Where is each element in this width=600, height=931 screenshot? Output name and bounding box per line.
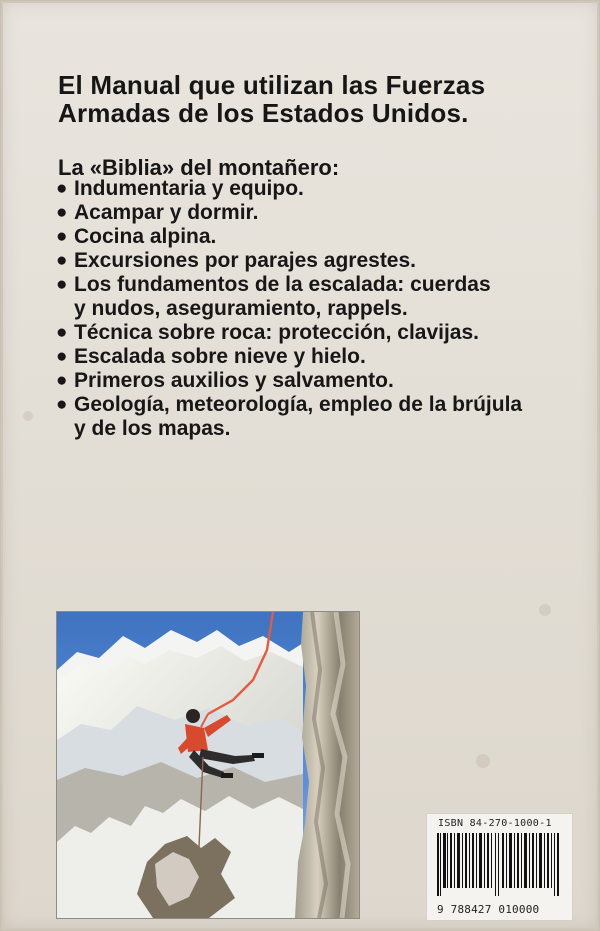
feature-item bbox=[56, 321, 566, 345]
headline-line-1: El Manual que utilizan las Fuerzas bbox=[58, 70, 486, 100]
feature-item bbox=[56, 201, 566, 225]
feature-item bbox=[56, 249, 566, 273]
bullet-icon: ● bbox=[56, 322, 68, 343]
feature-text: Los fundamentos de la escalada: cuerdas y nudos, aseguramiento, rappels. bbox=[74, 273, 491, 320]
feature-text: Excursiones por parajes agrestes. bbox=[74, 249, 416, 272]
feature-text: Técnica sobre roca: protección, clavijas. bbox=[74, 321, 479, 344]
mountain-rappel-photo bbox=[56, 611, 360, 919]
isbn-barcode-block bbox=[426, 813, 573, 921]
feature-item bbox=[56, 369, 566, 393]
paper-spot bbox=[23, 411, 33, 421]
feature-text: Cocina alpina. bbox=[74, 225, 217, 248]
feature-item bbox=[56, 225, 566, 249]
barcode-number: 9 788427 010000 bbox=[437, 903, 540, 916]
paper-spot bbox=[539, 604, 551, 616]
bullet-icon: ● bbox=[56, 346, 68, 367]
paper-spot bbox=[476, 754, 490, 768]
barcode-image bbox=[437, 833, 561, 896]
headline-line-2: Armadas de los Estados Unidos. bbox=[58, 98, 469, 128]
bullet-icon: ● bbox=[56, 226, 68, 247]
headline bbox=[58, 71, 528, 127]
bullet-icon: ● bbox=[56, 202, 68, 223]
bullet-icon: ● bbox=[56, 370, 68, 391]
climber-boot bbox=[221, 773, 233, 778]
mountain-rappel-illustration bbox=[57, 612, 359, 918]
feature-list bbox=[56, 177, 566, 441]
bullet-icon: ● bbox=[56, 274, 68, 295]
feature-item bbox=[56, 177, 566, 201]
feature-item bbox=[56, 345, 566, 369]
bullet-icon: ● bbox=[56, 394, 68, 415]
feature-item bbox=[56, 393, 566, 441]
climber-head bbox=[186, 709, 200, 723]
bullet-icon: ● bbox=[56, 178, 68, 199]
feature-item bbox=[56, 273, 566, 321]
isbn-text: ISBN 84-270-1000-1 bbox=[438, 818, 552, 829]
feature-text: Primeros auxilios y salvamento. bbox=[74, 369, 394, 392]
feature-text: Indumentaria y equipo. bbox=[74, 177, 304, 200]
feature-text: Acampar y dormir. bbox=[74, 201, 259, 224]
feature-text: Escalada sobre nieve y hielo. bbox=[74, 345, 366, 368]
climber-boot bbox=[252, 753, 264, 758]
bullet-icon: ● bbox=[56, 250, 68, 271]
bible-title: La «Biblia» del montañero: bbox=[58, 155, 340, 180]
feature-text: Geología, meteorología, empleo de la brújula y de los mapas. bbox=[74, 393, 523, 440]
